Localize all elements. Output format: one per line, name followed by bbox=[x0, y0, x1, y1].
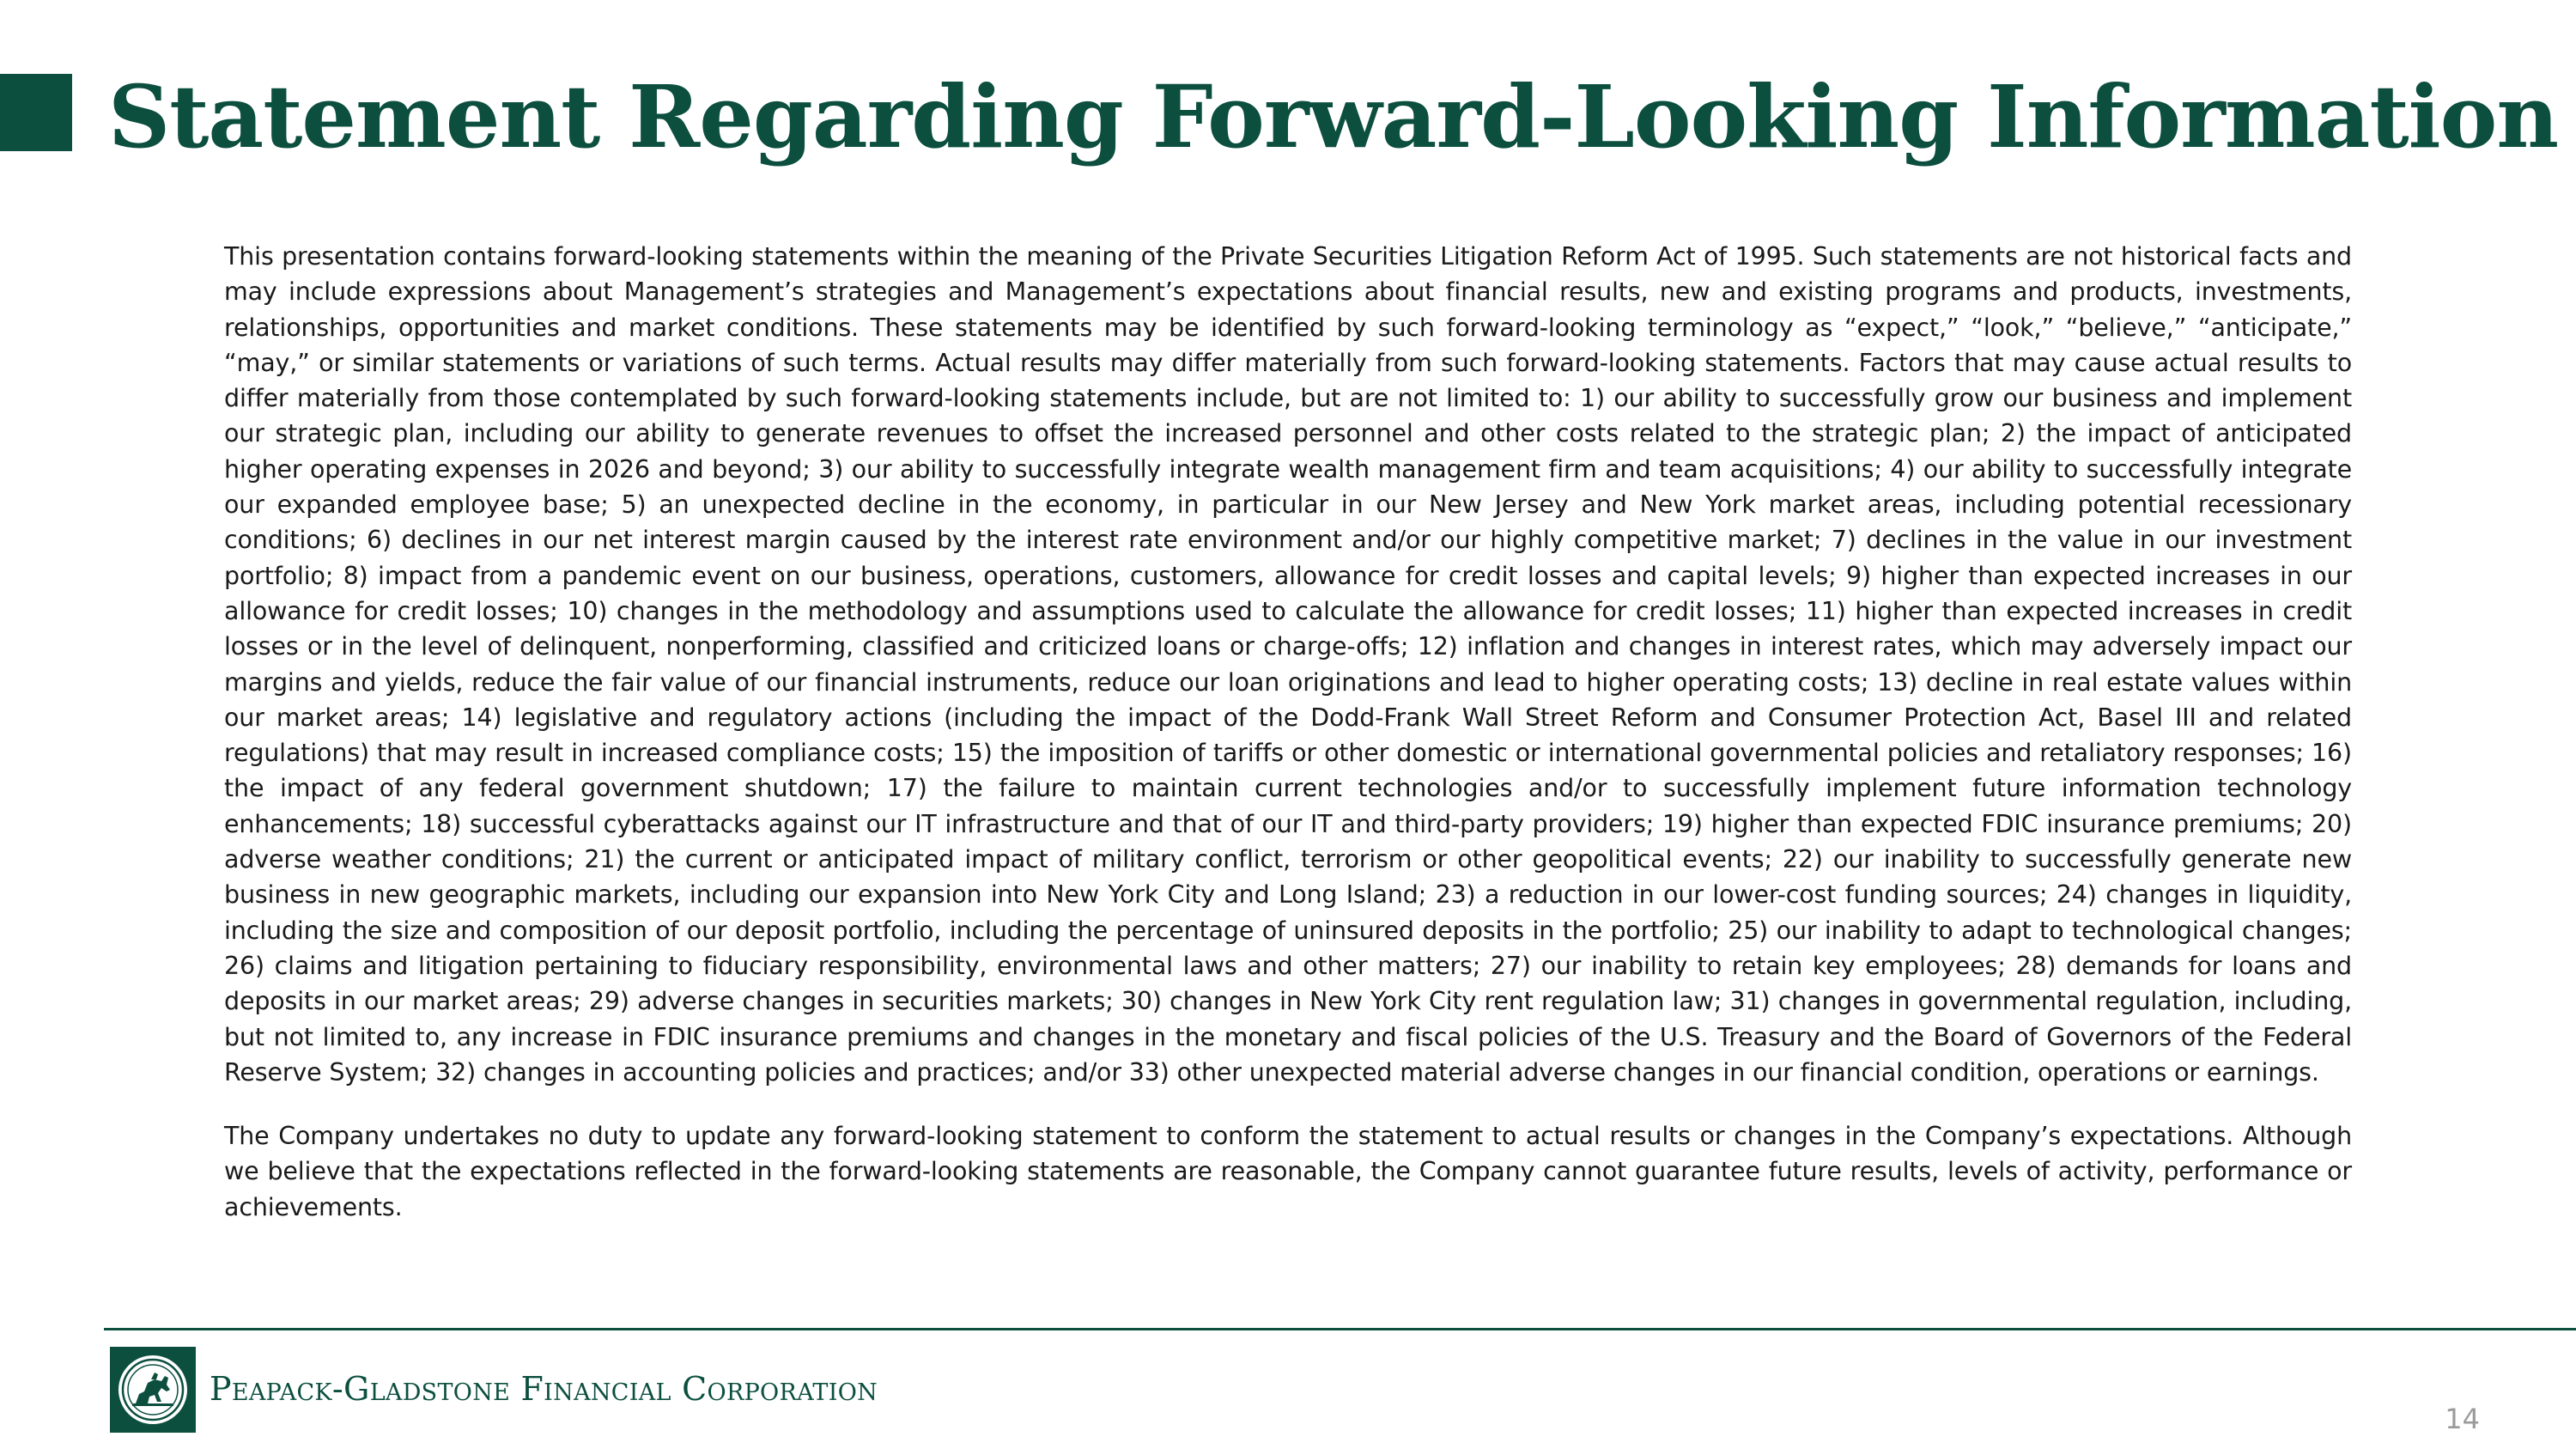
disclaimer-paragraph: This presentation contains forward-looking statements within the meaning of the Private Securities Litigation Reform Act of 1995. Such statements are not historical facts and may include expressions about Management’s strategies and Management’s expectations about financial results, new and existing programs and products, investments, relationships, opportunities and market conditions. These statements may be identified by such forward-looking terminology as “expect,” “look,” “believe,” “anticipate,” “may,” or similar statements or variations of such terms. Actual results may differ materially from such forward-looking statements. Factors that may cause actual results to differ materially from those contemplated by such forward-looking statements include, but are not limited to: 1) our ability to successfully grow our business and implement our strategic plan, including our ability to generate revenues to offset the increased personnel and other costs related to the strategic plan; 2) the impact of anticipated higher operating expenses in 2026 and beyond; 3) our ability to successfully integrate wealth management firm and team acquisitions; 4) our ability to successfully integrate our expanded employee base; 5) an unexpected decline in the economy, in particular in our New Jersey and New York market areas, including potential recessionary conditions; 6) declines in our net interest margin caused by the interest rate environment and/or our highly competitive market; 7) declines in the value in our investment portfolio; 8) impact from a pandemic event on our business, operations, customers, allowance for credit losses and capital levels; 9) higher than expected increases in our allowance for credit losses; 10) changes in the methodology and assumptions used to calculate the allowance for credit losses; 11) higher than expected increases in credit losses or in the level of delinquent, nonperforming, classified and criticized loans or charge-offs; 12) inflation and changes in interest rates, which may adversely impact our margins and yields, reduce the fair value of our financial instruments, reduce our loan originations and lead to higher operating costs; 13) decline in real estate values within our market areas; 14) legislative and regulatory actions (including the impact of the Dodd-Frank Wall Street Reform and Consumer Protection Act, Basel III and related regulations) that may result in increased compliance costs; 15) the imposition of tariffs or other domestic or international governmental policies and retaliatory responses; 16) the impact of any federal government shutdown; 17) the failure to maintain current technologies and/or to successfully implement future information technology enhancements; 18) successful cyberattacks against our IT infrastructure and that of our IT and third-party providers; 19) higher than expected FDIC insurance premiums; 20) adverse weather conditions; 21) the current or anticipated impact of military conflict, terrorism or other geopolitical events; 22) our inability to successfully generate new business in new geographic markets, including our expansion into New York City and Long Island; 23) a reduction in our lower-cost funding sources; 24) changes in liquidity, including the size and composition of our deposit portfolio, including the percentage of uninsured deposits in the portfolio; 25) our inability to adapt to technological changes; 26) claims and litigation pertaining to fiduciary responsibility, environmental laws and other matters; 27) our inability to retain key employees; 28) demands for loans and deposits in our market areas; 29) adverse changes in securities markets; 30) changes in New York City rent regulation law; 31) changes in governmental regulation, including, but not limited to, any increase in FDIC insurance premiums and changes in the monetary and fiscal policies of the U.S. Treasury and the Board of Governors of the Federal Reserve System; 32) changes in accounting policies and practices; and/or 33) other unexpected material adverse changes in our financial condition, operations or earnings. bbox=[224, 242, 2352, 1087]
title-accent-square bbox=[0, 74, 72, 151]
page-title: Statement Regarding Forward-Looking Information bbox=[108, 66, 2559, 167]
page-number: 14 bbox=[2445, 1403, 2480, 1435]
footer-divider bbox=[104, 1328, 2576, 1330]
disclaimer-paragraph: The Company undertakes no duty to update any forward-looking statement to conform the statement to actual results or changes in the Company’s expectations. Although we believe that the expectations reflected in the forward-looking statements are reasonable, the Company cannot guarantee future results, levels of activity, performance or achievements. bbox=[224, 1122, 2352, 1221]
company-seal-icon bbox=[110, 1347, 196, 1433]
company-name: Peapack-Gladstone Financial Corporation bbox=[210, 1370, 878, 1408]
disclaimer-body bbox=[224, 239, 2352, 1225]
